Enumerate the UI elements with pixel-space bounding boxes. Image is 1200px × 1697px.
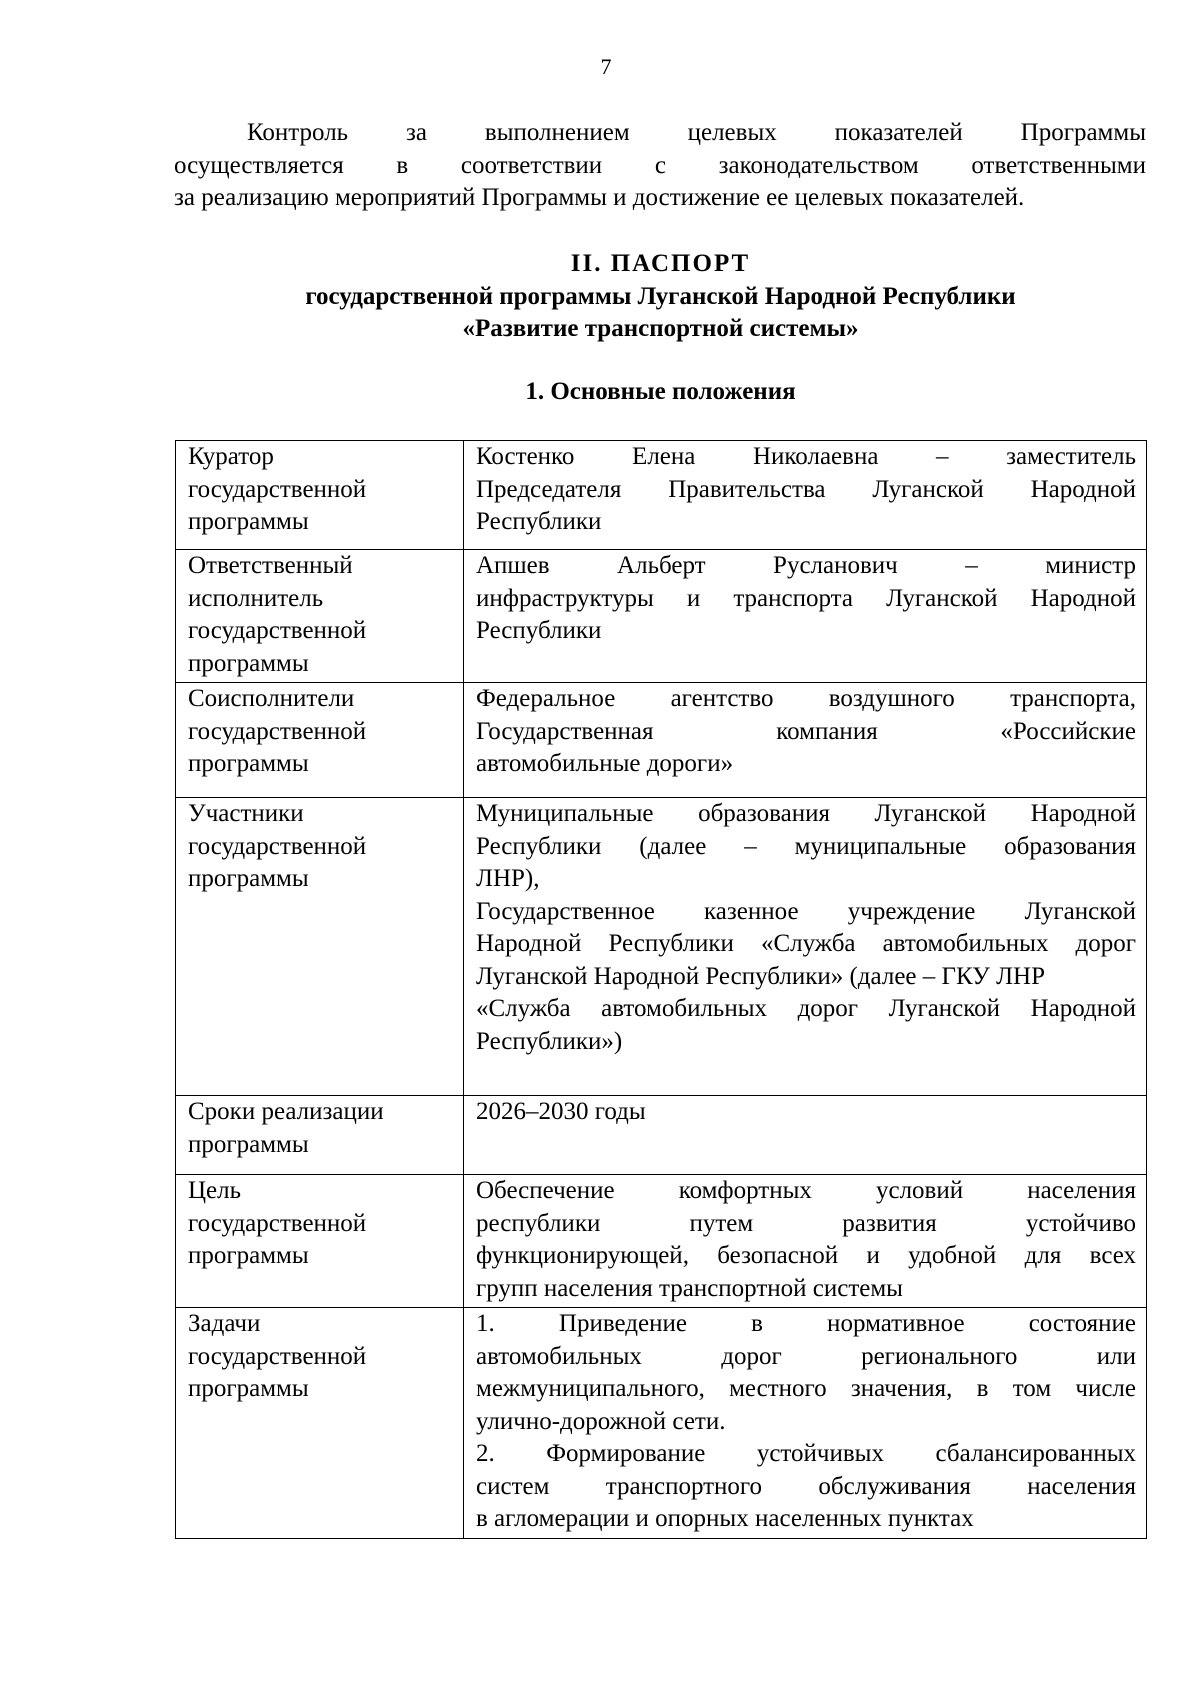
row-label-cell bbox=[176, 550, 464, 683]
subsection-heading: 1. Основные положения bbox=[525, 378, 796, 405]
row-label-line: Сроки реализации bbox=[188, 1098, 384, 1125]
row-label-cell bbox=[176, 1175, 464, 1308]
row-label-line: Соисполнители bbox=[188, 685, 355, 712]
row-value-cell bbox=[464, 798, 1147, 1096]
row-label-line: государственной bbox=[188, 832, 367, 860]
row-label-cell bbox=[176, 441, 464, 550]
row-value-line: межмуниципального, местного значения, в том числе bbox=[476, 1375, 1136, 1402]
row-label-line: программы bbox=[188, 649, 309, 677]
row-value-line: автомобильных дорог регионального или bbox=[476, 1342, 1136, 1370]
row-label-line: программы bbox=[188, 1130, 309, 1158]
row-value-line: Костенко Елена Николаевна – заместитель bbox=[476, 443, 1136, 470]
row-value-cell bbox=[464, 550, 1147, 683]
row-label-cell bbox=[176, 1096, 464, 1175]
row-value-line: Республики (далее – муниципальные образования bbox=[476, 832, 1136, 860]
row-value-line: Председателя Правительства Луганской Народной bbox=[476, 475, 1136, 503]
table-row bbox=[176, 550, 1147, 683]
row-label-line: Ответственный bbox=[188, 552, 353, 579]
intro-line: Контроль за выполнением целевых показателей Программы bbox=[247, 119, 1146, 146]
row-value-line: 2026–2030 годы bbox=[476, 1098, 646, 1125]
row-label-line: Цель bbox=[188, 1177, 242, 1204]
page-number: 7 bbox=[600, 54, 612, 79]
row-value-line: автомобильные дороги» bbox=[476, 750, 734, 777]
row-label-line: государственной bbox=[188, 1342, 367, 1370]
row-label-line: государственной bbox=[188, 1209, 367, 1237]
row-label-line: государственной bbox=[188, 717, 367, 745]
passport-heading: II. ПАСПОРТ bbox=[570, 250, 751, 277]
row-label-line: государственной bbox=[188, 475, 367, 503]
row-label-line: Куратор bbox=[188, 443, 274, 470]
row-label-cell bbox=[176, 798, 464, 1096]
row-value-line: инфраструктуры и транспорта Луганской Народной bbox=[476, 584, 1136, 612]
row-value-cell bbox=[464, 1096, 1147, 1175]
row-value-line: Луганской Народной Республики» (далее – ГКУ ЛНР bbox=[476, 962, 1046, 990]
row-label-line: Задачи bbox=[188, 1310, 261, 1337]
intro-paragraph bbox=[174, 117, 1146, 215]
program-title-line: государственной программы Луганской Народной Республики bbox=[305, 282, 1016, 310]
row-value-cell bbox=[464, 1308, 1147, 1539]
row-label-line: программы bbox=[188, 1242, 309, 1269]
table-row bbox=[176, 798, 1147, 1096]
row-label-line: программы bbox=[188, 865, 309, 892]
row-label-line: программы bbox=[188, 508, 309, 535]
section-title bbox=[0, 248, 1200, 346]
table-row bbox=[176, 683, 1147, 798]
row-value-line: Республики bbox=[476, 508, 602, 535]
row-label-line: программы bbox=[188, 1375, 309, 1402]
row-value-line: Муниципальные образования Луганской Народной bbox=[476, 800, 1136, 827]
row-label-line: Участники bbox=[188, 800, 304, 827]
row-value-line: республики путем развития устойчиво bbox=[476, 1209, 1136, 1237]
row-value-line: 2. Формирование устойчивых сбалансированных bbox=[476, 1440, 1136, 1467]
row-value-cell bbox=[464, 1175, 1147, 1308]
row-label-line: программы bbox=[188, 750, 309, 777]
row-value-line: групп населения транспортной системы bbox=[476, 1274, 903, 1302]
row-label-line: исполнитель bbox=[188, 584, 324, 612]
row-value-line: 1. Приведение в нормативное состояние bbox=[476, 1310, 1136, 1337]
intro-line: осуществляется в соответствии с законодательством ответственными bbox=[174, 151, 1146, 179]
row-value-line: Государственное казенное учреждение Луганской bbox=[476, 897, 1136, 925]
row-value-line: Обеспечение комфортных условий населения bbox=[476, 1177, 1136, 1204]
row-value-line: ЛНР), bbox=[476, 865, 540, 892]
row-value-line: Народной Республики «Служба автомобильных дорог bbox=[476, 930, 1136, 957]
row-value-cell bbox=[464, 441, 1147, 550]
program-title-line: «Развитие транспортной системы» bbox=[462, 315, 859, 342]
row-label-cell bbox=[176, 1308, 464, 1539]
table-row bbox=[176, 441, 1147, 550]
row-value-line: улично-дорожной сети. bbox=[476, 1407, 726, 1435]
table-row bbox=[176, 1096, 1147, 1175]
row-value-cell bbox=[464, 683, 1147, 798]
row-value-line: Государственная компания «Российские bbox=[476, 717, 1136, 745]
row-value-line: «Служба автомобильных дорог Луганской Народной bbox=[476, 995, 1136, 1022]
row-value-line: систем транспортного обслуживания населения bbox=[476, 1472, 1136, 1500]
row-label-cell bbox=[176, 683, 464, 798]
row-value-line: Республики bbox=[476, 617, 602, 644]
row-value-line: Апшев Альберт Русланович – министр bbox=[476, 552, 1136, 579]
row-value-line: Республики») bbox=[476, 1027, 623, 1055]
row-label-line: государственной bbox=[188, 617, 367, 644]
table-row bbox=[176, 1175, 1147, 1308]
row-value-line: функционирующей, безопасной и удобной для всех bbox=[476, 1242, 1136, 1269]
intro-line: за реализацию мероприятий Программы и достижение ее целевых показателей. bbox=[174, 184, 1025, 211]
row-value-line: в агломерации и опорных населенных пунктах bbox=[476, 1505, 974, 1532]
table-row bbox=[176, 1308, 1147, 1539]
row-value-line: Федеральное агентство воздушного транспорта, bbox=[476, 685, 1136, 712]
passport-table bbox=[175, 440, 1147, 1539]
